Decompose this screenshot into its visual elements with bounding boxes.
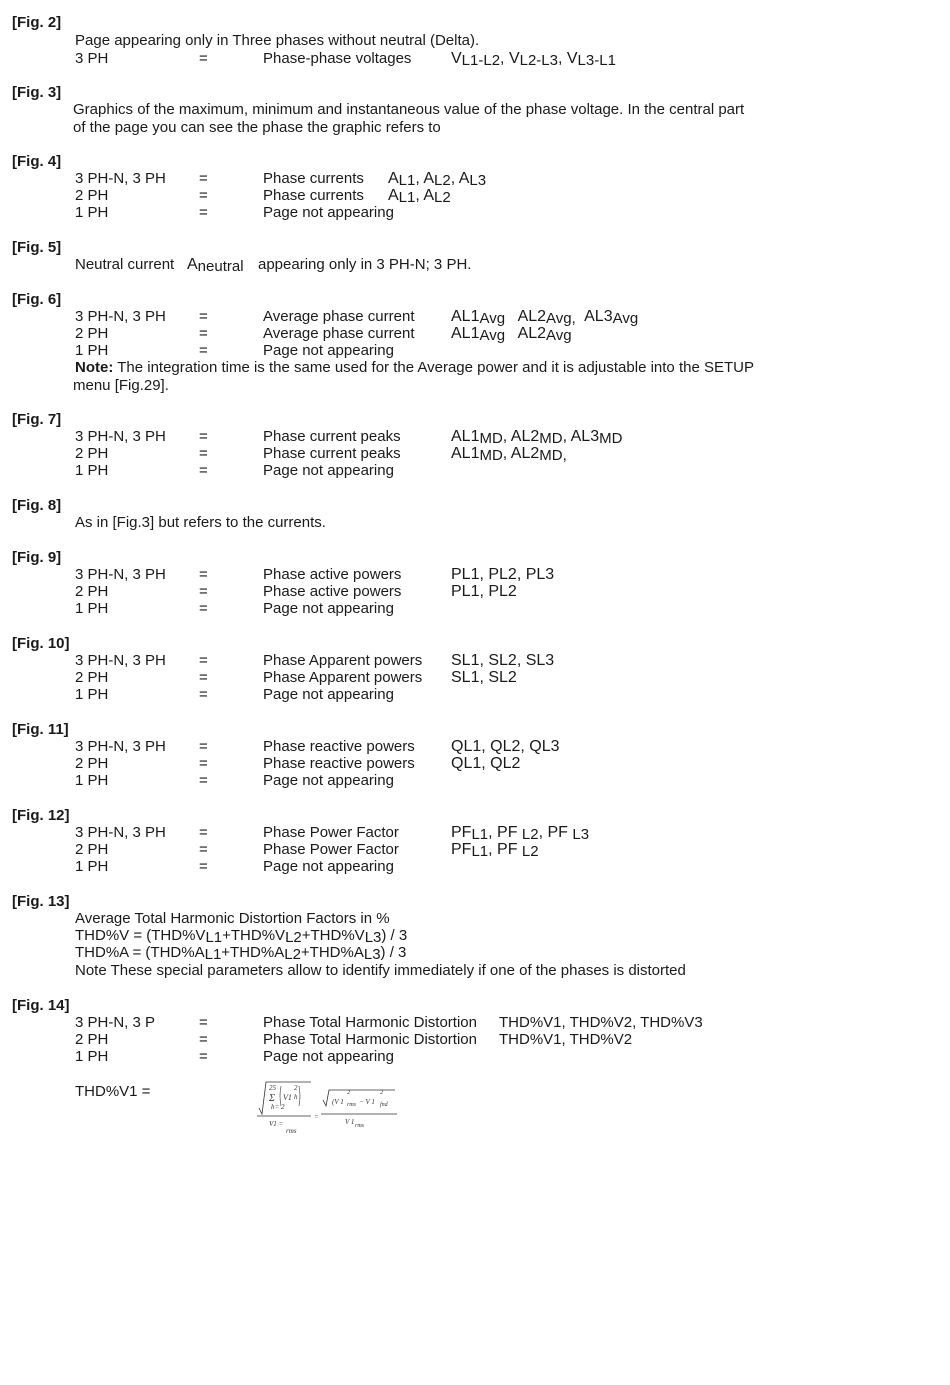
fig12-row2-values: PFL1, PF L2 (451, 841, 539, 860)
fig7-row2-mode: 2 PH (75, 445, 109, 462)
fig10-row1-desc: Phase Apparent powers (263, 652, 423, 669)
fig10-row2-mode: 2 PH (75, 669, 109, 686)
fig10-row2-values: SL1, SL2 (451, 669, 517, 686)
fig9-row3-mode: 1 PH (75, 600, 109, 617)
fig2-label: [Fig. 2] (12, 14, 62, 31)
fig4-row2-values: AL1, AL2 (388, 187, 451, 206)
fig5-label: [Fig. 5] (12, 239, 62, 256)
fig7-row2-desc: Phase current peaks (263, 445, 401, 462)
fig8-text: As in [Fig.3] but refers to the currents. (75, 514, 326, 531)
fig14-row3-mode: 1 PH (75, 1048, 109, 1065)
num-right-fnd: fnd (380, 1102, 388, 1108)
fig6-note-line2: menu [Fig.29]. (73, 377, 169, 394)
fig7-row1-desc: Phase current peaks (263, 428, 401, 445)
fig8-label: [Fig. 8] (12, 497, 62, 514)
thd-formula (255, 1078, 405, 1138)
fig11-row1-eq: = (199, 738, 208, 755)
sigma-symbol: Σ (269, 1093, 275, 1104)
fig2-row1-eq: = (199, 50, 208, 67)
fig14-row2-eq: = (199, 1031, 208, 1048)
fig7-label: [Fig. 7] (12, 411, 62, 428)
fig6-row3-desc: Page not appearing (263, 342, 394, 359)
fig9-row1-desc: Phase active powers (263, 566, 402, 583)
fig2-intro: Page appearing only in Three phases without neutral (Delta). (75, 32, 480, 49)
fig7-row3-desc: Page not appearing (263, 462, 394, 479)
paren-right (299, 1086, 300, 1106)
fig14-row2-desc: Phase Total Harmonic Distortion (263, 1031, 477, 1048)
fig7-row3-eq: = (199, 462, 208, 479)
fig14-row2-mode: 2 PH (75, 1031, 109, 1048)
fig10-row2-desc: Phase Apparent powers (263, 669, 423, 686)
fig14-row1-values: THD%V1, THD%V2, THD%V3 (499, 1014, 703, 1031)
den-right-rms: rms (355, 1123, 365, 1129)
fig6-row1-mode: 3 PH-N, 3 PH (75, 308, 166, 325)
fig5-post: appearing only in 3 PH-N; 3 PH. (258, 256, 472, 273)
fig2-row1-desc: Phase-phase voltages (263, 50, 412, 67)
fig4-row3-mode: 1 PH (75, 204, 109, 221)
fig12-row1-eq: = (199, 824, 208, 841)
fig11-row1-mode: 3 PH-N, 3 PH (75, 738, 166, 755)
fig14-row1-eq: = (199, 1014, 208, 1031)
fig10-row1-values: SL1, SL2, SL3 (451, 652, 555, 669)
fig9-row2-values: PL1, PL2 (451, 583, 517, 600)
fig12-row1-desc: Phase Power Factor (263, 824, 399, 841)
fig7-row1-values: AL1MD, AL2MD, AL3MD (451, 428, 623, 447)
fig4-row1-eq: = (199, 170, 208, 187)
fig13-note: Note These special parameters allow to identify immediately if one of the phases is distorted (75, 962, 686, 979)
num-right-rms: rms (347, 1102, 357, 1108)
fig3-label: [Fig. 3] (12, 84, 62, 101)
fig12-row2-eq: = (199, 841, 208, 858)
fig4-row1-values: AL1, AL2, AL3 (388, 170, 487, 189)
sum-lower-limit: h= 2 (271, 1103, 285, 1111)
fig14-row3-eq: = (199, 1048, 208, 1065)
fig10-row2-eq: = (199, 669, 208, 686)
fig2-row1-values: VL1-L2, VL2-L3, VL3-L1 (451, 50, 616, 69)
fig12-row1-values: PFL1, PF L2, PF L3 (451, 824, 590, 843)
fig7-row3-mode: 1 PH (75, 462, 109, 479)
fig11-row2-mode: 2 PH (75, 755, 109, 772)
fig13-line1: Average Total Harmonic Distortion Factors in % (75, 910, 390, 927)
fig6-row3-eq: = (199, 342, 208, 359)
fig10-row3-mode: 1 PH (75, 686, 109, 703)
fig3-line1: Graphics of the maximum, minimum and instantaneous value of the phase voltage. In the central part (73, 101, 745, 118)
fig7-row2-eq: = (199, 445, 208, 462)
fig7-row1-mode: 3 PH-N, 3 PH (75, 428, 166, 445)
fig10-row1-eq: = (199, 652, 208, 669)
fig11-label: [Fig. 11] (12, 721, 69, 738)
fig6-row1-values: AL1Avg AL2Avg, AL3Avg (451, 308, 639, 327)
fig7-row2-values: AL1MD, AL2MD, (451, 445, 567, 464)
fig6-row2-eq: = (199, 325, 208, 342)
fig12-row3-mode: 1 PH (75, 858, 109, 875)
fig4-row2-desc: Phase currents (263, 187, 364, 204)
fig11-row2-desc: Phase reactive powers (263, 755, 415, 772)
num-right-pow2: 2 (380, 1090, 383, 1096)
den-left-rms: rms (286, 1127, 297, 1135)
fig3-line2: of the page you can see the phase the graphic refers to (73, 119, 441, 136)
fig9-row1-eq: = (199, 566, 208, 583)
fig4-row1-desc: Phase currents (263, 170, 364, 187)
fig11-row1-desc: Phase reactive powers (263, 738, 415, 755)
fig2-row1-mode: 3 PH (75, 50, 109, 67)
fig6-row1-desc: Average phase current (263, 308, 415, 325)
fig4-row2-mode: 2 PH (75, 187, 109, 204)
fig4-row3-desc: Page not appearing (263, 204, 394, 221)
fig11-row1-values: QL1, QL2, QL3 (451, 738, 560, 755)
fig12-row3-desc: Page not appearing (263, 858, 394, 875)
fig12-row3-eq: = (199, 858, 208, 875)
fig9-row2-eq: = (199, 583, 208, 600)
den-right: V 1 (345, 1118, 355, 1126)
fig14-row2-values: THD%V1, THD%V2 (499, 1031, 633, 1048)
fig11-row2-values: QL1, QL2 (451, 755, 521, 772)
fig14-row1-mode: 3 PH-N, 3 P (75, 1014, 156, 1031)
fig14-row1-desc: Phase Total Harmonic Distortion (263, 1014, 477, 1031)
fig5-symbol: Aneutral (187, 256, 244, 275)
fig4-row3-eq: = (199, 204, 208, 221)
fig9-row1-mode: 3 PH-N, 3 PH (75, 566, 166, 583)
fig6-row2-desc: Average phase current (263, 325, 415, 342)
fig12-label: [Fig. 12] (12, 807, 70, 824)
fig10-row3-desc: Page not appearing (263, 686, 394, 703)
fig11-row2-eq: = (199, 755, 208, 772)
sum-power: 2 (294, 1084, 298, 1092)
fig12-row1-mode: 3 PH-N, 3 PH (75, 824, 166, 841)
fig10-row1-mode: 3 PH-N, 3 PH (75, 652, 166, 669)
fig14-formula-label: THD%V1 = (75, 1083, 151, 1100)
fig7-row1-eq: = (199, 428, 208, 445)
fig9-row3-desc: Page not appearing (263, 600, 394, 617)
fig14-row3-desc: Page not appearing (263, 1048, 394, 1065)
num-right-pow1: 2 (347, 1090, 350, 1096)
fig13-label: [Fig. 13] (12, 893, 70, 910)
fig6-row2-values: AL1Avg AL2Avg (451, 325, 572, 344)
fig9-label: [Fig. 9] (12, 549, 62, 566)
fig10-label: [Fig. 10] (12, 635, 70, 652)
sum-index: h (294, 1093, 298, 1101)
fig12-row2-desc: Phase Power Factor (263, 841, 399, 858)
fig10-row3-eq: = (199, 686, 208, 703)
fig9-row2-mode: 2 PH (75, 583, 109, 600)
num-right-minus: − V 1 (359, 1098, 375, 1106)
fig6-note-line1: Note: The integration time is the same used for the Average power and it is adjustable into the SETUP (75, 359, 754, 376)
formula-equals: = (314, 1113, 319, 1121)
fig9-row2-desc: Phase active powers (263, 583, 402, 600)
fig11-row3-mode: 1 PH (75, 772, 109, 789)
fig6-row3-mode: 1 PH (75, 342, 109, 359)
fig6-label: [Fig. 6] (12, 291, 62, 308)
fig4-row1-mode: 3 PH-N, 3 PH (75, 170, 166, 187)
fig6-row1-eq: = (199, 308, 208, 325)
fig14-label: [Fig. 14] (12, 997, 70, 1014)
fig13-thd-a-formula: THD%A = (THD%AL1+THD%AL2+THD%AL3) / 3 (75, 944, 407, 963)
fig12-row2-mode: 2 PH (75, 841, 109, 858)
fig11-row3-desc: Page not appearing (263, 772, 394, 789)
den-left: V1 = (269, 1120, 284, 1128)
fig13-thd-v-formula: THD%V = (THD%VL1+THD%VL2+THD%VL3) / 3 (75, 927, 408, 946)
fig9-row3-eq: = (199, 600, 208, 617)
sum-variable: V1 (283, 1093, 292, 1102)
fig4-label: [Fig. 4] (12, 153, 62, 170)
fig9-row1-values: PL1, PL2, PL3 (451, 566, 555, 583)
fig6-row2-mode: 2 PH (75, 325, 109, 342)
fig4-row2-eq: = (199, 187, 208, 204)
sum-upper-limit: 25 (269, 1084, 276, 1092)
fig11-row3-eq: = (199, 772, 208, 789)
num-right: (V 1 (332, 1098, 344, 1106)
fig5-pre: Neutral current (75, 256, 175, 273)
